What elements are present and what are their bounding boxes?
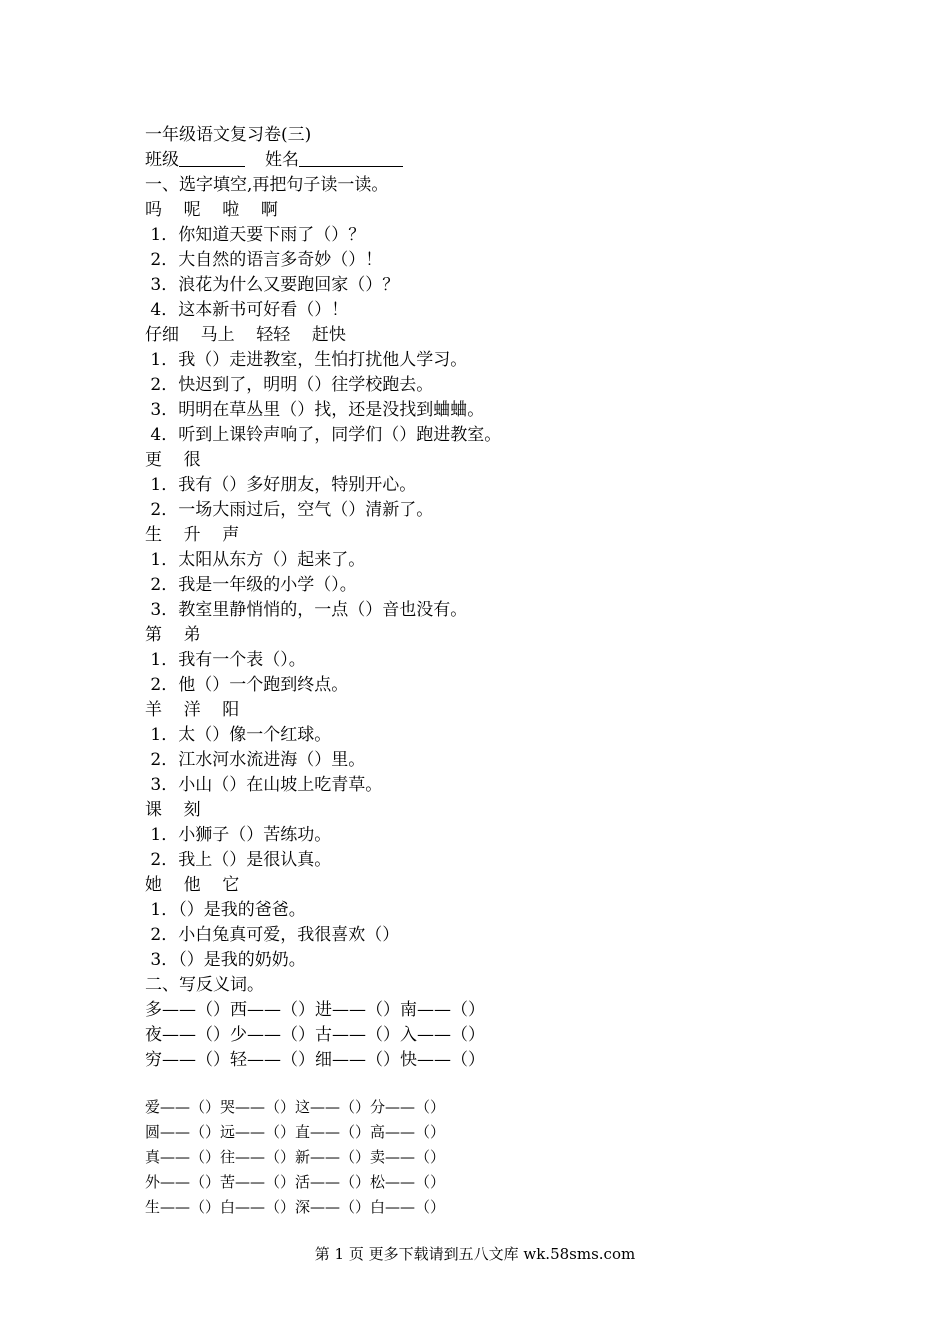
question: 2．快迟到了，明明（）往学校跑去。 <box>145 375 434 395</box>
question: 1．我有一个表（）。 <box>145 650 306 670</box>
section1-heading: 一、选字填空,再把句子读一读。 <box>145 175 389 195</box>
antonym-row-small: 真——（）往——（）新——（）卖——（） <box>145 1148 446 1166</box>
worksheet <box>145 123 865 1220</box>
word-options: 课 刻 <box>145 800 201 820</box>
question: 1．小狮子（）苦练功。 <box>145 825 332 845</box>
question: 3．小山（）在山坡上吃青草。 <box>145 775 383 795</box>
word-options: 吗 呢 啦 啊 <box>145 200 278 220</box>
class-blank[interactable] <box>179 150 245 167</box>
antonym-row-small: 生——（）白——（）深——（）白——（） <box>145 1198 446 1216</box>
question: 1．我有（）多好朋友，特别开心。 <box>145 475 417 495</box>
name-blank[interactable] <box>299 150 403 167</box>
question: 2．一场大雨过后，空气（）清新了。 <box>145 500 434 520</box>
question: 3．（）是我的奶奶。 <box>145 950 306 970</box>
question: 2．我是一年级的小学（）。 <box>145 575 357 595</box>
antonym-row: 多——（）西——（）进——（）南——（） <box>145 1000 485 1020</box>
question: 3．浪花为什么又要跑回家（）？ <box>145 275 400 295</box>
question: 2．我上（）是很认真。 <box>145 850 332 870</box>
word-options: 仔细 马上 轻轻 赶快 <box>145 325 346 345</box>
word-options: 更 很 <box>145 450 201 470</box>
antonym-row: 夜——（）少——（）古——（）入——（） <box>145 1025 485 1045</box>
word-options: 生 升 声 <box>145 525 240 545</box>
antonym-row-small: 圆——（）远——（）直——（）高——（） <box>145 1123 446 1141</box>
question: 1．（）是我的爸爸。 <box>145 900 306 920</box>
page-title: 一年级语文复习卷(三) <box>145 125 312 145</box>
question: 2．小白兔真可爱，我很喜欢（） <box>145 925 400 945</box>
word-options: 羊 洋 阳 <box>145 700 240 720</box>
question: 1．你知道天要下雨了（）？ <box>145 225 366 245</box>
word-options: 她 他 它 <box>145 875 240 895</box>
question: 4．这本新书可好看（）！ <box>145 300 349 320</box>
antonym-row: 穷——（）轻——（）细——（）快——（） <box>145 1050 485 1070</box>
antonym-row-small: 外——（）苦——（）活——（）松——（） <box>145 1173 446 1191</box>
spacer <box>145 1073 865 1095</box>
page-footer: 第 1 页 更多下载请到五八文库 wk.58sms.com <box>314 1245 636 1263</box>
class-label: 班级 <box>145 150 179 170</box>
question: 2．他（）一个跑到终点。 <box>145 675 349 695</box>
student-info-row <box>145 148 865 173</box>
name-label: 姓名 <box>265 150 299 170</box>
question: 2．大自然的语言多奇妙（）！ <box>145 250 383 270</box>
section2-heading: 二、写反义词。 <box>145 975 264 995</box>
question: 1．我（）走进教室，生怕打扰他人学习。 <box>145 350 468 370</box>
question: 1．太阳从东方（）起来了。 <box>145 550 366 570</box>
question: 4．听到上课铃声响了，同学们（）跑进教室。 <box>145 425 502 445</box>
question: 1．太（）像一个红球。 <box>145 725 332 745</box>
question: 3．明明在草丛里（）找，还是没找到蛐蛐。 <box>145 400 485 420</box>
question: 2．江水河水流进海（）里。 <box>145 750 366 770</box>
word-options: 第 弟 <box>145 625 201 645</box>
antonym-row-small: 爱——（）哭——（）这——（）分——（） <box>145 1098 446 1116</box>
question: 3．教室里静悄悄的，一点（）音也没有。 <box>145 600 468 620</box>
